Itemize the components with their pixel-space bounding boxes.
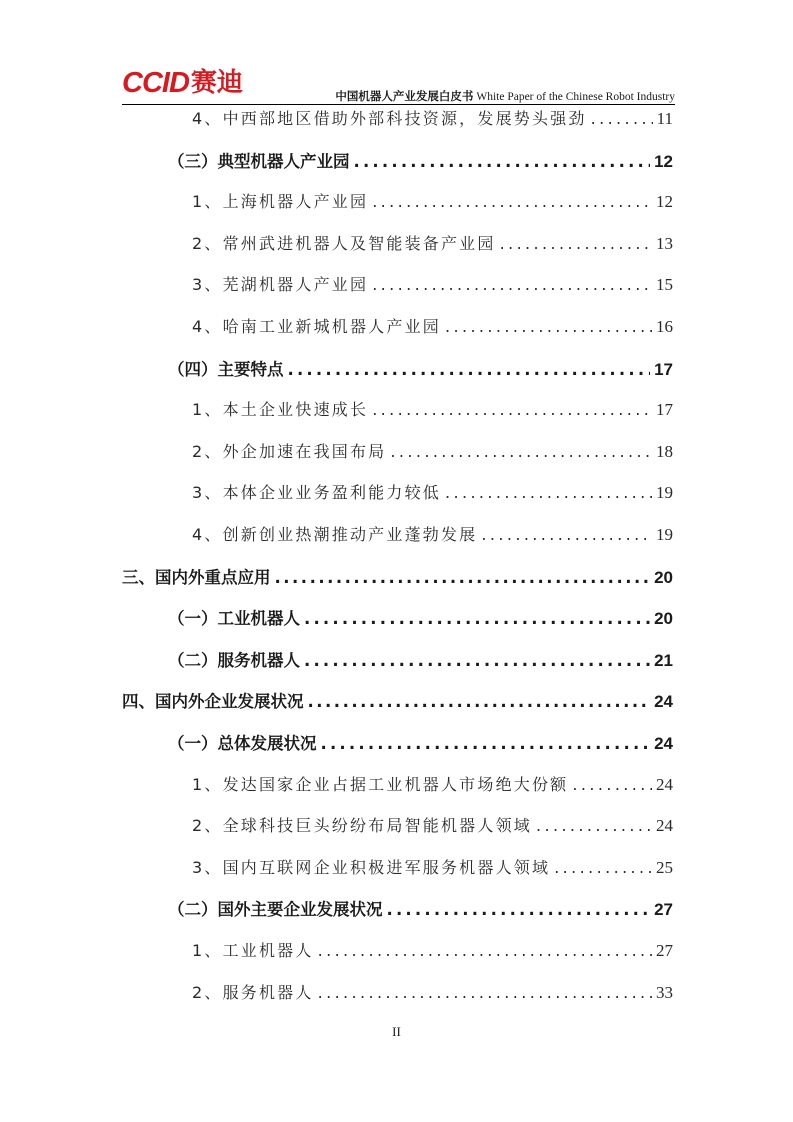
toc-entry-page-number: 19: [656, 525, 673, 544]
toc-entry-page-number: 21: [654, 650, 673, 670]
dot-leader: [554, 858, 652, 877]
toc-entry-title: 1、本土企业快速成长: [192, 400, 369, 420]
dot-leader: [536, 816, 652, 835]
toc-entry[interactable]: [192, 522, 673, 550]
toc-entry-page-number: 12: [654, 151, 673, 171]
dot-leader: [318, 983, 652, 1002]
dot-leader: [445, 483, 652, 502]
toc-entry[interactable]: [192, 855, 673, 883]
toc-entry[interactable]: [192, 480, 673, 508]
dot-leader: [354, 152, 651, 171]
toc-entry[interactable]: [192, 439, 673, 467]
toc-entry-title: 四、国内外企业发展状况: [122, 692, 304, 712]
toc-entry[interactable]: [192, 397, 673, 425]
dot-leader: [481, 525, 652, 544]
toc-entry-page-number: 17: [656, 400, 673, 420]
dot-leader: [372, 192, 652, 211]
toc-entry-title: 2、全球科技巨头纷纷布局智能机器人领域: [192, 816, 532, 836]
page-header: [122, 66, 675, 106]
toc-entry-page-number: 20: [654, 609, 673, 629]
toc-entry-page-number: 13: [656, 233, 673, 253]
dot-leader: [318, 941, 652, 960]
toc-entry-page-number: 24: [654, 734, 673, 753]
toc-entry-title: （一）总体发展状况: [168, 734, 317, 753]
toc-entry-title: 2、服务机器人: [192, 982, 314, 1002]
logo-text: CCID: [122, 67, 189, 99]
dot-leader: [372, 400, 652, 419]
toc-entry-title: （一）工业机器人: [168, 609, 300, 629]
toc-entry-page-number: 11: [656, 109, 673, 128]
toc-entry[interactable]: [192, 980, 673, 1008]
toc-entry-title: 1、工业机器人: [192, 941, 314, 960]
toc-entry-page-number: 24: [656, 774, 673, 794]
toc-entry[interactable]: [168, 148, 673, 176]
toc-entry-title: 1、发达国家企业占据工业机器人市场绝大份额: [192, 774, 569, 794]
toc-entry[interactable]: [192, 189, 673, 217]
toc-entry[interactable]: [192, 106, 673, 134]
toc-entry-title: （二）国外主要企业发展状况: [168, 900, 383, 920]
toc-entry-page-number: 24: [654, 692, 673, 712]
dot-leader: [275, 568, 651, 587]
toc-entry[interactable]: [192, 938, 673, 966]
toc-entry-page-number: 17: [654, 359, 673, 379]
toc-entry-title: 3、国内互联网企业积极进军服务机器人领域: [192, 857, 551, 877]
dot-leader: [500, 234, 652, 253]
document-title-cn: 中国机器人产业发展白皮书: [335, 89, 474, 103]
toc-entry-page-number: 27: [656, 941, 673, 960]
toc-entry[interactable]: [122, 688, 673, 716]
toc-entry[interactable]: [122, 564, 673, 592]
toc-entry-title: 4、哈南工业新城机器人产业园: [192, 317, 441, 336]
toc-entry-title: 2、外企加速在我国布局: [192, 441, 387, 461]
toc-entry-title: 3、本体企业业务盈利能力较低: [192, 483, 441, 503]
toc-entry-page-number: 12: [656, 192, 673, 212]
dot-leader: [572, 775, 652, 794]
toc-entry-page-number: 16: [656, 317, 673, 336]
page-number: II: [392, 1024, 401, 1039]
dot-leader: [390, 442, 652, 461]
toc-entry-page-number: 24: [656, 816, 673, 836]
dot-leader: [387, 900, 651, 919]
toc-entry[interactable]: [192, 813, 673, 841]
toc-entry-page-number: 33: [656, 982, 673, 1002]
toc-entry-title: （三）典型机器人产业园: [168, 151, 350, 171]
toc-entry[interactable]: [168, 647, 673, 675]
document-title: [335, 89, 675, 104]
toc-entry[interactable]: [168, 896, 673, 924]
toc-entry[interactable]: [168, 730, 673, 758]
toc-entry[interactable]: [168, 356, 673, 384]
toc-entry-title: 三、国内外重点应用: [122, 567, 271, 587]
toc-entry-page-number: 15: [656, 275, 673, 295]
toc-entry-title: 3、芜湖机器人产业园: [192, 275, 369, 295]
dot-leader: [445, 317, 652, 336]
toc-entry[interactable]: [192, 314, 673, 342]
toc-entry-page-number: 27: [654, 900, 673, 920]
dot-leader: [288, 360, 651, 379]
dot-leader: [372, 275, 652, 294]
toc-entry[interactable]: [192, 772, 673, 800]
toc-entry-title: 4、创新创业热潮推动产业蓬勃发展: [192, 525, 478, 544]
document-title-en: White Paper of the Chinese Robot Industry: [476, 91, 675, 103]
dot-leader: [321, 734, 651, 753]
toc-entry-page-number: 25: [656, 857, 673, 877]
dot-leader: [304, 651, 650, 670]
dot-leader: [304, 609, 650, 628]
toc-entry-title: （二）服务机器人: [168, 650, 300, 670]
toc-entry-page-number: 20: [654, 567, 673, 587]
toc-entry[interactable]: [192, 231, 673, 259]
toc-entry-title: 1、上海机器人产业园: [192, 192, 369, 212]
toc-entry[interactable]: [168, 605, 673, 633]
toc-entry-page-number: 19: [656, 483, 673, 503]
toc-entry-title: 4、中西部地区借助外部科技资源，发展势头强劲: [192, 109, 587, 128]
logo-chinese-text: 赛迪: [190, 68, 243, 98]
toc-entry-title: 2、常州武进机器人及智能装备产业园: [192, 233, 496, 253]
toc-entry-page-number: 18: [656, 441, 673, 461]
dot-leader: [308, 692, 651, 711]
toc-entry[interactable]: [192, 272, 673, 300]
toc-entry-title: （四）主要特点: [168, 359, 284, 379]
dot-leader: [591, 109, 653, 128]
header-divider: [122, 104, 675, 105]
ccid-logo: [122, 66, 243, 98]
